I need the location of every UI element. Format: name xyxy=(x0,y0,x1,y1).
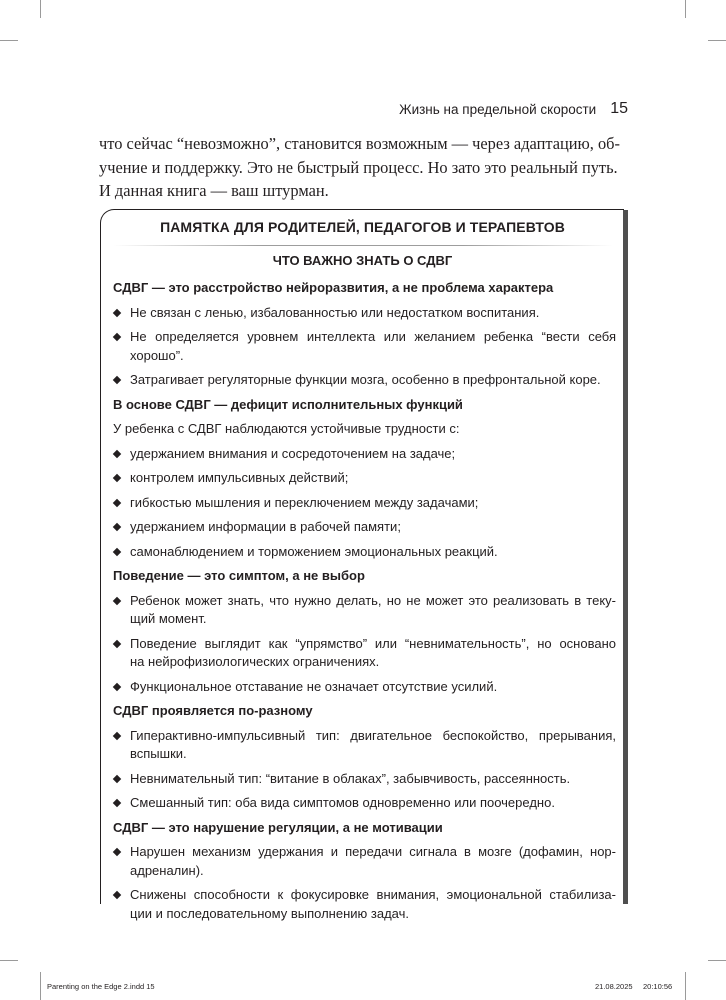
diamond-bullet-icon xyxy=(113,799,121,807)
intro-paragraph xyxy=(99,132,629,203)
list-item-text: Нарушен механизм удержания и передачи сигнала в мозге (дофамин, нор- xyxy=(130,844,616,859)
list-item xyxy=(113,469,616,488)
section-intro: У ребенка с СДВГ наблюдаются устойчивые трудности с: xyxy=(113,421,460,436)
diamond-bullet-icon xyxy=(113,449,121,457)
diamond-bullet-icon xyxy=(113,308,121,316)
list-item xyxy=(113,727,616,764)
diamond-bullet-icon xyxy=(113,848,121,856)
intro-line: И данная книга — ваш штурман. xyxy=(99,181,329,200)
memo-section xyxy=(113,279,616,390)
list-item-text: Не определяется уровнем интеллекта или желанием ребенка “вести себя xyxy=(130,329,616,344)
list-item xyxy=(113,543,616,562)
memo-section xyxy=(113,396,616,562)
intro-line: учение и поддержку. Это не быстрый процесс. Но зато это реальный путь. xyxy=(99,157,618,177)
list-item-text: удержанием информации в рабочей памяти; xyxy=(130,519,401,534)
list-item-text: самонаблюдением и торможением эмоциональных реакций. xyxy=(130,543,498,559)
memo-section xyxy=(113,567,616,696)
title-divider xyxy=(113,245,613,246)
list-item-text: контролем импульсивных действий; xyxy=(130,470,349,485)
diamond-bullet-icon xyxy=(113,891,121,899)
diamond-bullet-icon xyxy=(113,731,121,739)
section-heading: СДВГ — это нарушение регуляции, а не мотивации xyxy=(113,819,443,835)
crop-mark-bottom-right-horizontal xyxy=(708,960,726,961)
bullet-list xyxy=(113,592,616,697)
diamond-bullet-icon xyxy=(113,639,121,647)
bullet-list xyxy=(113,304,616,390)
list-item-text: Не связан с ленью, избалованностью или недостатком воспитания. xyxy=(130,304,540,320)
crop-mark-top-right-vertical xyxy=(685,0,686,18)
diamond-bullet-icon xyxy=(113,474,121,482)
bullet-list xyxy=(113,843,616,923)
list-item xyxy=(113,592,616,629)
list-item-text: удержанием внимания и сосредоточением на задаче; xyxy=(130,445,456,461)
list-item xyxy=(113,445,616,464)
list-item-text: ции и последовательному выполнению задач. xyxy=(130,905,409,921)
crop-mark-top-right-horizontal xyxy=(708,40,726,41)
list-item-text: адреналин). xyxy=(130,862,204,878)
running-head-title: Жизнь на предельной скорости xyxy=(399,101,597,117)
list-item-text: на нейрофизиологических ограничениях. xyxy=(130,654,380,669)
list-item-text: Функциональное отставание не означает отсутствие усилий. xyxy=(130,678,498,694)
section-heading: СДВГ проявляется по-разному xyxy=(113,703,313,718)
diamond-bullet-icon xyxy=(113,547,121,555)
list-item-text: Смешанный тип: оба вида симптомов одновременно или поочередно. xyxy=(130,795,555,810)
crop-mark-bottom-right-vertical xyxy=(685,972,686,1000)
memo-content xyxy=(113,279,616,929)
diamond-bullet-icon xyxy=(113,498,121,506)
bullet-list xyxy=(113,727,616,813)
list-item-text: Поведение выглядит как “упрямство” или “невнимательность”, но основано xyxy=(130,635,616,651)
list-item xyxy=(113,678,616,697)
crop-mark-bottom-left-vertical xyxy=(40,972,41,1000)
diamond-bullet-icon xyxy=(113,774,121,782)
list-item xyxy=(113,886,616,923)
footer-file: Parenting on the Edge 2.indd 15 xyxy=(47,982,155,991)
list-item-text: хорошо”. xyxy=(130,347,184,363)
diamond-bullet-icon xyxy=(113,596,121,604)
memo-box xyxy=(100,209,624,921)
list-item xyxy=(113,794,616,813)
footer-time: 20:10:56 xyxy=(643,982,673,991)
list-item xyxy=(113,371,616,390)
list-item-text: Ребенок может знать, что нужно делать, но не может это реализовать в теку- xyxy=(130,592,616,608)
list-item xyxy=(113,635,616,672)
page-number: 15 xyxy=(610,100,628,117)
diamond-bullet-icon xyxy=(113,333,121,341)
memo-subtitle: ЧТО ВАЖНО ЗНАТЬ О СДВГ xyxy=(272,253,453,268)
section-heading: Поведение — это симптом, а не выбор xyxy=(113,568,365,583)
list-item-text: Невнимательный тип: “витание в облаках”, забывчивость, рассеянность. xyxy=(130,770,571,786)
crop-mark-top-left-horizontal xyxy=(0,40,18,41)
diamond-bullet-icon xyxy=(113,682,121,690)
list-item xyxy=(113,843,616,880)
diamond-bullet-icon xyxy=(113,376,121,384)
section-heading: В основе СДВГ — дефицит исполнительных функций xyxy=(113,396,463,412)
running-head xyxy=(396,99,628,119)
bullet-list xyxy=(113,445,616,562)
list-item xyxy=(113,770,616,789)
list-item-text: Снижены способности к фокусировке внимания, эмоциональной стабилиза- xyxy=(130,887,616,902)
list-item-text: гибкостью мышления и переключением между задачами; xyxy=(130,494,479,510)
crop-mark-bottom-left-horizontal xyxy=(0,960,18,961)
list-item-text: Затрагивает регуляторные функции мозга, особенно в префронтальной коре. xyxy=(130,372,601,387)
list-item-text: вспышки. xyxy=(130,746,187,761)
section-heading: СДВГ — это расстройство нейроразвития, а не проблема характера xyxy=(113,280,554,295)
memo-section xyxy=(113,702,616,813)
crop-mark-top-left-vertical xyxy=(40,0,41,18)
memo-section xyxy=(113,819,616,924)
footer-date: 21.08.2025 xyxy=(595,982,633,991)
list-item-text: Гиперактивно-импульсивный тип: двигательное беспокойство, прерывания, xyxy=(130,727,616,743)
list-item-text: щий момент. xyxy=(130,611,207,626)
memo-title: ПАМЯТКА ДЛЯ РОДИТЕЛЕЙ, ПЕДАГОГОВ И ТЕРАПЕВТОВ xyxy=(160,219,565,235)
list-item xyxy=(113,494,616,513)
list-item xyxy=(113,518,616,537)
list-item xyxy=(113,304,616,323)
diamond-bullet-icon xyxy=(113,523,121,531)
intro-line: что сейчас “невозможно”, становится возможным — через адаптацию, об- xyxy=(99,134,620,153)
list-item xyxy=(113,328,616,365)
